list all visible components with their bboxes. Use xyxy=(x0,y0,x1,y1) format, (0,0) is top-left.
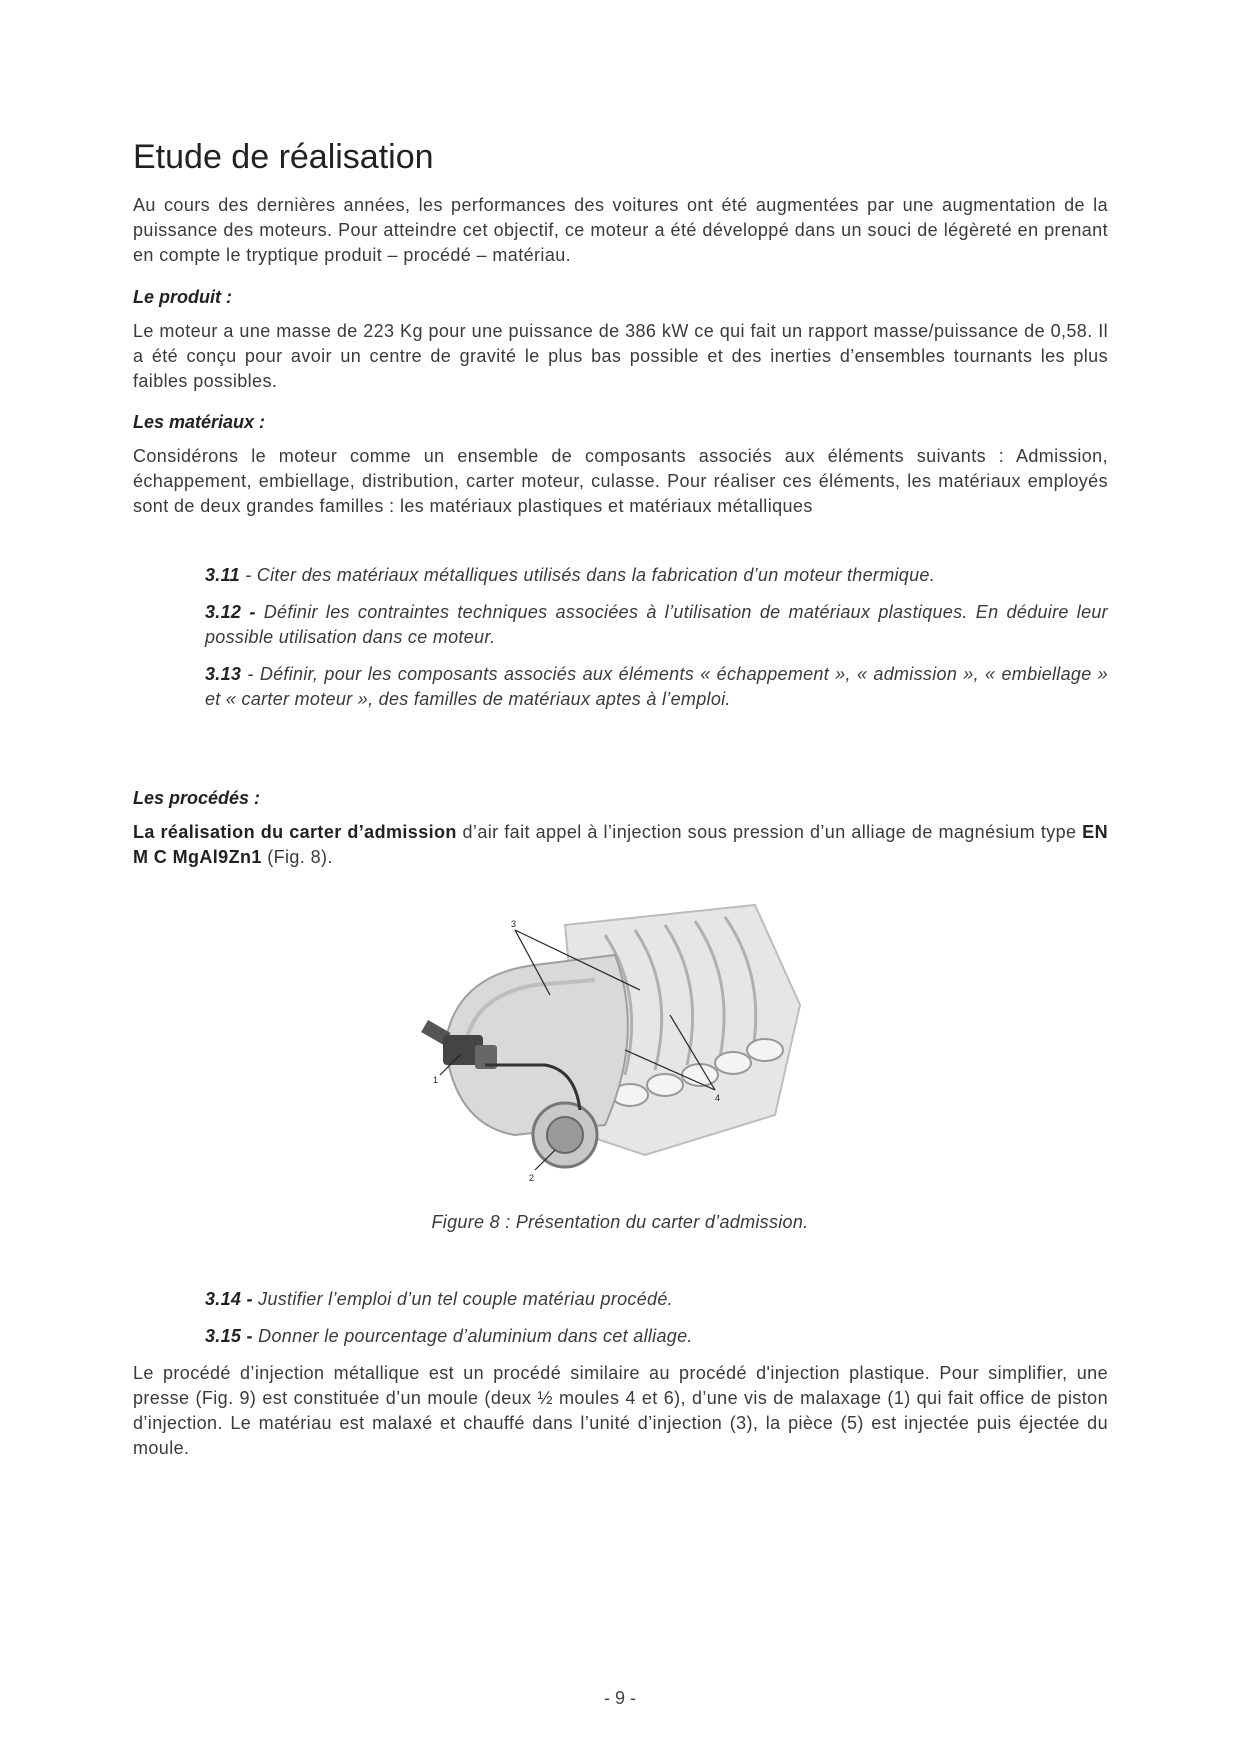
question-text: - Citer des matériaux métalliques utilisés dans la fabrication d’un moteur thermique. xyxy=(239,565,936,585)
question-text: Définir les contraintes techniques associées à l’utilisation de matériaux plastiques. En déduire leur possible utilisation dans ce moteur. xyxy=(205,602,1108,647)
question-number: 3.13 xyxy=(205,664,242,684)
procedes-paragraph-2: Le procédé d’injection métallique est un procédé similaire au procédé d'injection plastique. Pour simplifier, une presse (Fig. 9) est constituée d’un moule (deux ½ moules 4 et 6), d’une vis de malaxage (1) qui fait office de piston d’injection. Le matériau est malaxé et chauffé dans l’unité d’injection (3), la pièce (5) est injectée puis éjectée du moule. xyxy=(133,1363,1108,1458)
question-number: 3.12 - xyxy=(205,602,256,622)
page-title: Etude de réalisation xyxy=(133,138,434,176)
intro-paragraph: Au cours des dernières années, les performances des voitures ont été augmentées par une augmentation de la puissance des moteurs. Pour atteindre cet objectif, ce moteur a été développé dans un souci de légèreté en prenant en compte le tryptique produit – procédé – matériau. xyxy=(133,195,1108,265)
question-number: 3.14 - xyxy=(205,1289,253,1309)
figure-caption: Figure 8 : Présentation du carter d’admission. xyxy=(431,1212,809,1232)
question-text: Justifier l’emploi d’un tel couple matériau procédé. xyxy=(252,1289,673,1309)
figure-label-4: 4 xyxy=(715,1093,721,1103)
question-text: Donner le pourcentage d’aluminium dans cet alliage. xyxy=(252,1326,693,1346)
procedes-heading: Les procédés : xyxy=(133,788,261,808)
page-number: - 9 - xyxy=(603,1688,636,1708)
question-3-13 xyxy=(205,662,1108,712)
produit-paragraph: Le moteur a une masse de 223 Kg pour une puissance de 386 kW ce qui fait un rapport masse/puissance de 0,58. Il a été conçu pour avoir un centre de gravité le plus bas possible et des inerties d’ensembles tournants les plus faibles possibles. xyxy=(133,321,1108,391)
question-number: 3.11 xyxy=(205,565,240,585)
produit-heading: Le produit : xyxy=(133,287,232,307)
question-3-14 xyxy=(205,1287,1108,1312)
question-3-15 xyxy=(205,1324,1108,1349)
question-3-12 xyxy=(205,600,1108,650)
question-3-11 xyxy=(205,563,1108,588)
materiaux-paragraph: Considérons le moteur comme un ensemble de composants associés aux éléments suivants : Admission, échappement, embiellage, distribution, carter moteur, culasse. Pour réaliser ces éléments, les matériaux employés sont de deux grandes familles : les matériaux plastiques et matériaux métalliques xyxy=(133,446,1108,516)
figure-reference: (Fig. 8). xyxy=(261,847,333,867)
question-number: 3.15 - xyxy=(205,1326,253,1346)
alloy-name: EN M C MgAl9Zn1 xyxy=(133,822,1108,867)
figure-label-1: 1 xyxy=(433,1075,439,1085)
carter-bold-text: La réalisation du carter d’admission xyxy=(133,822,457,842)
throttle-body xyxy=(533,1103,597,1167)
procedes-text: d’air fait appel à l’injection sous pression d’un alliage de magnésium type xyxy=(456,822,1083,842)
figure-label-3: 3 xyxy=(511,919,517,929)
figure-label-2: 2 xyxy=(529,1173,535,1183)
materiaux-heading: Les matériaux : xyxy=(133,412,266,432)
question-text: - Définir, pour les composants associés aux éléments « échappement », « admission », « embiellage » et « carter moteur », des familles de matériaux aptes à l’emploi. xyxy=(205,664,1108,709)
intake-manifold-figure xyxy=(415,885,820,1200)
procedes-paragraph-1 xyxy=(133,820,1108,870)
